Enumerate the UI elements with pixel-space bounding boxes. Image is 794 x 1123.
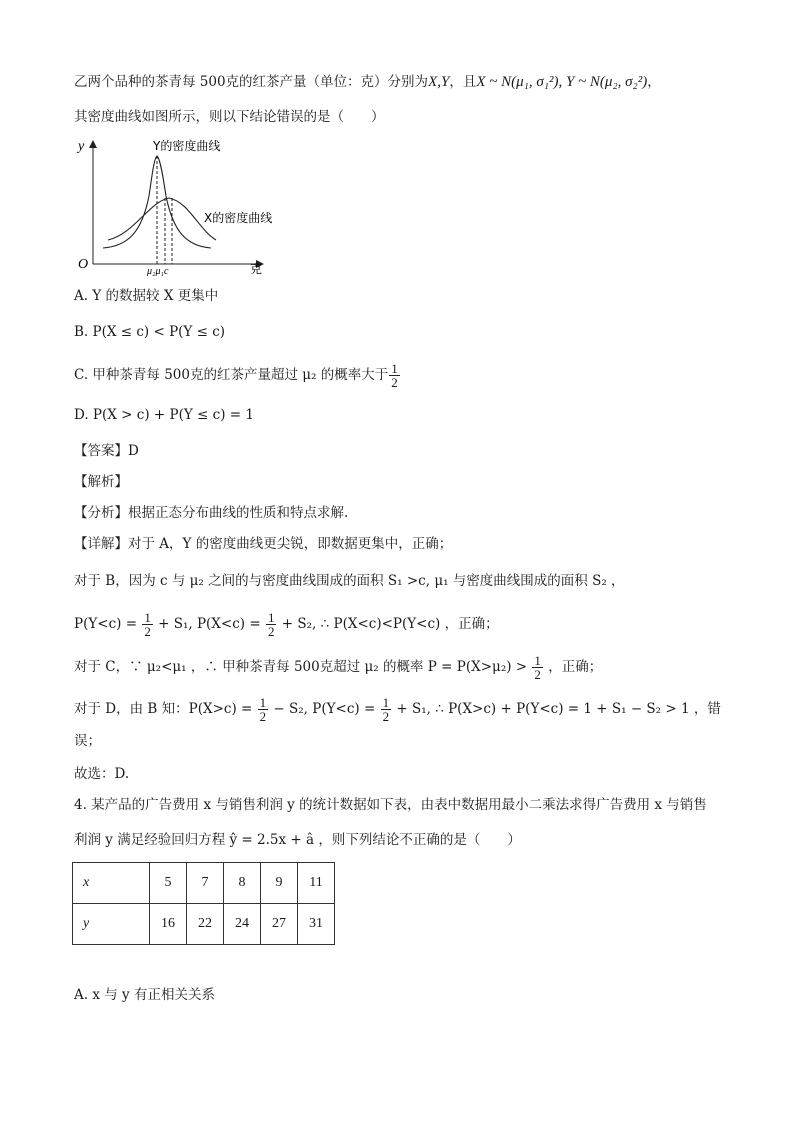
table-cell: 16 (150, 904, 187, 945)
q3-option-c-text: C. 甲种茶青每 500克的红茶产量超过 μ₂ 的概率大于 (74, 367, 389, 383)
answer-line (74, 441, 754, 461)
fraction-half: $\frac{1}{2}$ (144, 610, 151, 639)
fenxi-tag: 【分析】 (74, 505, 128, 521)
d-explain-line2: 误； (74, 733, 101, 749)
d-line-part-c: + S₁, ∴ P(X>c) + P(Y<c) = 1 + S₁ − S₂ > 1 ，错 (396, 701, 721, 717)
xiangjie-text: 对于 A，Y 的密度曲线更尖锐，即数据更集中，正确； (128, 536, 453, 552)
q3-stem-line2: 其密度曲线如图所示，则以下结论错误的是（ ） (74, 109, 385, 125)
table-cell: 27 (261, 904, 298, 945)
table-cell: 8 (224, 863, 261, 904)
q3-stem1-vars: X,Y (428, 74, 450, 90)
x-axis-label: 克 (250, 262, 263, 276)
curve-y-label: Y的密度曲线 (153, 139, 221, 153)
density-curve-figure (74, 136, 274, 276)
q4-stem-line2: 利润 y 满足经验回归方程 ŷ = 2.5x + â ，则下列结论不正确的是（ ） (74, 832, 521, 848)
c-explain-line (74, 654, 754, 681)
curve-x-label: X的密度曲线 (204, 211, 273, 225)
d-explain-line (74, 696, 754, 723)
q3-option-c (74, 362, 754, 389)
b-line2-part-b: + S₁, P(X<c) = (158, 616, 261, 632)
answer-value: D (128, 443, 139, 459)
q3-stem1-a: 乙两个品种的茶青每 500克的红茶产量（单位：克）分别为 (74, 74, 429, 90)
q4-option-a: A. x 与 y 有正相关关系 (74, 987, 215, 1003)
fraction-half: $\frac{1}{2}$ (534, 653, 541, 682)
table-cell: 5 (150, 863, 187, 904)
answer-tag: 【答案】 (74, 443, 128, 459)
c-line-part-a: 对于 C，∵ μ₂<μ₁ ，∴ 甲种茶青每 500克超过 μ₂ 的概率 P = P(X>μ₂) > (74, 659, 528, 675)
table-cell: 22 (187, 904, 224, 945)
q3-stem-line1 (74, 72, 754, 92)
fraction-half: $\frac{1}{2}$ (267, 610, 275, 639)
origin-label: O (78, 257, 89, 272)
q3-option-b: B. P(X ≤ c) < P(Y ≤ c) (74, 324, 226, 340)
y-axis-arrow (89, 140, 97, 148)
xiangjie-tag: 【详解】 (74, 536, 128, 552)
table-header-cell: y (73, 904, 150, 945)
b-line2-part-a: P(Y<c) = (74, 616, 138, 632)
fraction-half: $\frac{1}{2}$ (382, 695, 390, 724)
q4-stem-line1: 4. 某产品的广告费用 x 与销售利润 y 的统计数据如下表，由表中数据用最小二乘法求得广告费用 x 与销售 (74, 797, 707, 813)
fenxi-line (74, 503, 754, 523)
table-cell: 7 (187, 863, 224, 904)
fraction-half: $\frac{1}{2}$ (391, 361, 398, 390)
q3-stem1-dist: X ~ N(μ₁, σ₁²), Y ~ N(μ₂, σ₂²) (476, 74, 648, 90)
c-line-part-b: ，正确； (548, 659, 603, 675)
table-row (73, 863, 335, 904)
table-cell: 31 (298, 904, 335, 945)
data-table (72, 862, 335, 945)
d-line-part-a: 对于 D，由 B 知：P(X>c) = (74, 701, 253, 717)
table-cell: 9 (261, 863, 298, 904)
b-explain-line2 (74, 611, 754, 638)
choose-line: 故选：D. (74, 766, 130, 782)
fraction-half: $\frac{1}{2}$ (259, 695, 267, 724)
x-density-curve (108, 198, 216, 240)
analysis-tag: 【解析】 (74, 474, 128, 490)
d-line-part-b: − S₂, P(Y<c) = (273, 701, 376, 717)
table-cell: 11 (298, 863, 335, 904)
fenxi-text: 根据正态分布曲线的性质和特点求解. (128, 505, 349, 521)
tick-labels: μ₂μ₁c (147, 266, 169, 276)
table-row (73, 904, 335, 945)
q3-stem1-c: ， (647, 74, 661, 90)
xiangjie-line (74, 534, 754, 554)
y-axis-label: y (78, 139, 85, 154)
table-cell: 24 (224, 904, 261, 945)
q3-option-a: A. Y 的数据较 X 更集中 (74, 288, 219, 304)
b-explain-line1: 对于 B，因为 c 与 μ₂ 之间的与密度曲线围成的面积 S₁ >c, μ₁ 与密度曲线围成的面积 S₂ ， (74, 573, 625, 589)
b-line2-part-c: + S₂, ∴ P(X<c)<P(Y<c) ，正确； (281, 616, 499, 632)
table-header-cell: x (73, 863, 150, 904)
q3-option-d: D. P(X > c) + P(Y ≤ c) = 1 (74, 407, 254, 423)
q3-stem1-b: ，且 (449, 74, 477, 90)
